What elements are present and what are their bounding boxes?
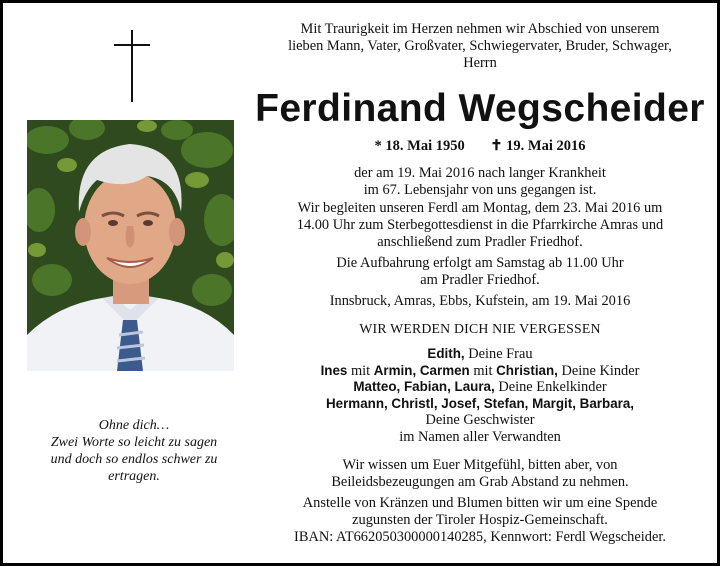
donation-text <box>255 495 705 545</box>
family-list <box>255 346 705 446</box>
condolence-text <box>255 457 705 491</box>
text-line: 14.00 Uhr zum Sterbegottesdienst in die Pfarrkirche Amras und <box>296 216 664 233</box>
poem-line: ertragen. <box>108 469 160 484</box>
text-line: im 67. Lebensjahr von uns gegangen ist. <box>363 181 597 198</box>
iban-line: IBAN: AT662050300000140285, Kennwort: Ferdl Wegscheider. <box>294 528 666 545</box>
family-wife <box>255 346 705 363</box>
death-date: ✝ 19. Mai 2016 <box>490 138 586 154</box>
family-name: Armin, Carmen <box>373 362 470 378</box>
cross-icon <box>114 30 150 102</box>
family-connector: mit <box>469 362 497 379</box>
text-line: der am 19. Mai 2016 nach langer Krankheit <box>354 165 606 181</box>
poem-line: Zwei Worte so leicht zu sagen <box>50 435 218 450</box>
text-line: zugunsten der Tiroler Hospiz-Gemeinschaft. <box>352 511 608 528</box>
poem <box>19 417 249 485</box>
family-name: Matteo, Fabian, Laura, <box>353 379 495 395</box>
text-line: Anstelle von Kränzen und Blumen bitten wir um eine Spende <box>302 495 658 511</box>
text-line: Wir wissen um Euer Mitgefühl, bitten aber, von <box>342 457 618 473</box>
intro-text <box>255 21 705 71</box>
death-text <box>255 165 705 199</box>
family-siblings <box>255 396 705 413</box>
intro-line: Mit Traurigkeit im Herzen nehmen wir Abschied von unserem <box>300 21 660 37</box>
birth-date: * 18. Mai 1950 <box>374 138 465 154</box>
poem-line: und doch so endlos schwer zu <box>50 452 218 467</box>
family-relation: Deine Enkelkinder <box>494 379 607 396</box>
family-name: Hermann, Christl, Josef, Stefan, Margit, Barbara, <box>325 395 635 411</box>
text-line: Die Aufbahrung erfolgt am Samstag ab 11.00 Uhr <box>336 255 624 271</box>
motto: WIR WERDEN DICH NIE VERGESSEN <box>359 321 601 336</box>
intro-line: Herrn <box>463 54 497 71</box>
place-date: Innsbruck, Amras, Ebbs, Kufstein, am 19. Mai 2016 <box>329 293 631 309</box>
intro-line: lieben Mann, Vater, Großvater, Schwiegervater, Bruder, Schwager, <box>288 37 672 54</box>
text-line: Wir begleiten unseren Ferdl am Montag, dem 23. Mai 2016 um <box>297 200 663 216</box>
family-relation: Deine Geschwister <box>425 412 535 429</box>
family-children <box>255 363 705 380</box>
text-line: anschließend zum Pradler Friedhof. <box>377 233 583 250</box>
obituary-notice <box>3 3 717 563</box>
poem-line: Ohne dich… <box>98 418 170 433</box>
family-name: Christian, <box>496 362 558 378</box>
text-line: am Pradler Friedhof. <box>420 271 540 288</box>
deceased-name: Ferdinand Wegscheider <box>255 87 705 130</box>
family-connector: mit <box>347 362 374 379</box>
portrait-photo <box>27 120 234 371</box>
text-line: Beileidsbezeugungen am Grab Abstand zu nehmen. <box>331 473 629 490</box>
family-name: Ines <box>320 362 348 378</box>
family-grandchildren <box>255 379 705 396</box>
family-relatives: im Namen aller Verwandten <box>399 428 561 445</box>
family-relation: Deine Frau <box>464 346 533 362</box>
viewing-text <box>255 255 705 289</box>
funeral-text <box>255 200 705 250</box>
family-relation: Deine Kinder <box>557 362 640 379</box>
family-name: Edith, <box>427 346 465 361</box>
life-dates <box>255 138 705 155</box>
